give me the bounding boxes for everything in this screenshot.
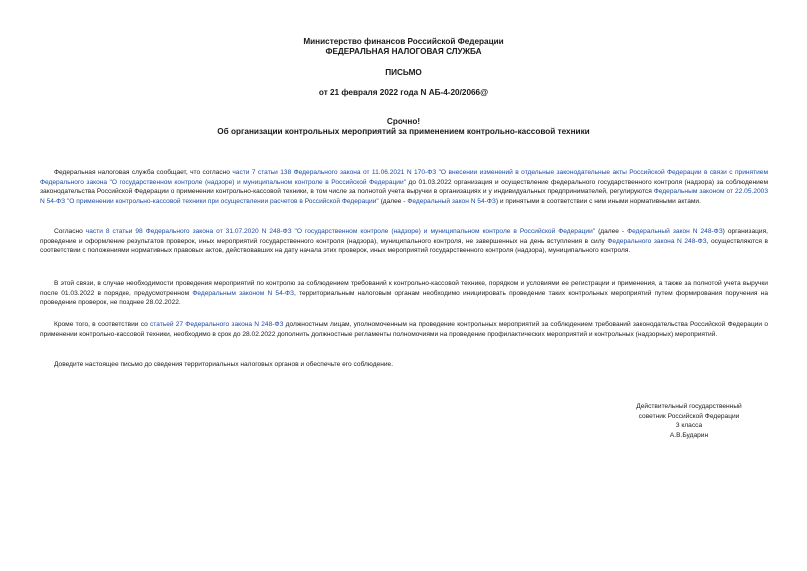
paragraph-text: Доведите настоящее письмо до сведения территориальных налоговых органов и обеспечьте его соблюдение. (54, 361, 394, 368)
document-type: ПИСЬМО (385, 68, 422, 77)
paragraph-1 (40, 168, 768, 206)
law-link[interactable]: Федеральный закон N 248-ФЗ (627, 228, 723, 235)
paragraph-text: В этой связи, в случае необходимости проведения мероприятий по контролю за соблюдением требований к контрольно-кассовой технике, порядком и условиями ее регистрации и применения, а также за полнотой учета выручки после 01.03.2022 в порядке, предусмотренном (40, 280, 768, 297)
paragraph-text: до 01.03.2022 организация и осуществление федерального государственного контроля (надзора) за соблюдением законодательства Российской Федерации о применении контрольно-кассовой техники, в том числе за полнотой учета выручки в организациях и у индивидуальных предпринимателей, регулируются (40, 178, 768, 196)
paragraph-5 (40, 360, 768, 370)
signature-title-line-2: советник Российской Федерации (638, 412, 740, 420)
paragraph-text: Кроме того, в соответствии со (54, 321, 150, 328)
paragraph-4 (40, 320, 768, 339)
law-link[interactable]: части 8 статьи 98 Федерального закона от 31.07.2020 N 248-ФЗ "О государственном контроле (надзоре) и муниципальном контроле в Российской Федерации" (85, 228, 596, 235)
signature-title-line-3: 3 класса (675, 422, 703, 430)
signatory-name: А.В.Бударин (669, 431, 709, 439)
paragraph-text: (далее - (378, 197, 408, 205)
paragraph-text: Согласно (54, 228, 86, 235)
law-link[interactable]: статьей 27 Федерального закона N 248-ФЗ (149, 321, 284, 328)
urgency-mark: Срочно! (386, 117, 421, 126)
law-link[interactable]: Федеральным законом N 54-ФЗ (192, 289, 294, 297)
service-name: ФЕДЕРАЛЬНАЯ НАЛОГОВАЯ СЛУЖБА (325, 47, 482, 56)
paragraph-text: (далее - (595, 228, 628, 235)
paragraph-text: должностным лицам, уполномоченным на проведение контрольных мероприятий за соблюдением требований законодательства Российской Федерации о применении контрольно-кассовой техники, необходимо в срок до 28.02.2022 дополнить должностные регламенты полномочиями на проведение профилактических мероприятий и контрольных (надзорных) мероприятий. (40, 321, 768, 338)
paragraph-text: Федеральная налоговая служба сообщает, что согласно (54, 169, 233, 176)
law-link[interactable]: части 7 статьи 138 Федерального закона от 11.06.2021 N 170-ФЗ "О внесении изменений в отдельные законодательные акты Российской Федерации в связи с принятием Федерального закона "О государственном контроле (надзоре) и муниципальном контроле в Российской Федерации" (40, 169, 769, 186)
paragraph-2 (40, 227, 768, 256)
paragraph-text: , осуществляются в соответствии с положениями нормативных правовых актов, действовавших на дату начала этих проверок, иных мероприятий государственного контроля (надзора), муниципального контроля. (40, 237, 768, 255)
law-link[interactable]: Федеральным законом от 22.05.2003 N 54-ФЗ "О применении контрольно-кассовой техники при осуществлении расчетов в Российской Федерации" (40, 188, 768, 205)
ministry-name: Министерство финансов Российской Федерации (303, 37, 504, 46)
signature-title-line-1: Действительный государственный (636, 403, 742, 410)
paragraph-text: ) организация, проведение и оформление результатов проверок, иных мероприятий государственного контроля (надзора), муниципального контроля, не завершенных на день вступления в силу (40, 228, 768, 245)
law-link[interactable]: Федерального закона N 248-ФЗ (607, 237, 707, 245)
paragraph-text: ) и принятыми в соответствии с ним иными нормативными актами. (495, 197, 701, 205)
signature-block (609, 402, 769, 440)
paragraph-3 (40, 279, 768, 308)
document-date-number: от 21 февраля 2022 года N АБ-4-20/2066@ (318, 88, 489, 97)
document-subject: Об организации контрольных мероприятий за применением контрольно-кассовой техники (217, 127, 590, 136)
paragraph-text: , территориальным налоговым органам необходимо инициировать проведение таких контрольных мероприятий путем формирования поручения на проведение проверок, не позднее 28.02.2022. (40, 289, 768, 307)
law-link[interactable]: Федеральный закон N 54-ФЗ (407, 197, 496, 205)
